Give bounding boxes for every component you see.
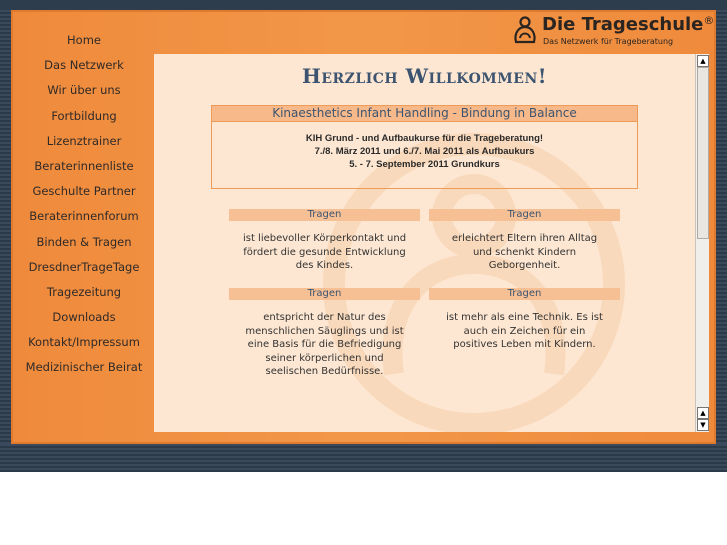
nav-item-beraterinnenliste[interactable]: Beraterinnenliste: [34, 158, 134, 173]
nav-item-beraterinnenforum[interactable]: Beraterinnenforum: [29, 209, 139, 224]
nav-item-downloads[interactable]: Downloads: [52, 310, 116, 325]
top-band: [0, 0, 727, 10]
nav-item-kontakt-impressum[interactable]: Kontakt/Impressum: [28, 335, 140, 350]
nav-item-tragezeitung[interactable]: Tragezeitung: [46, 284, 122, 299]
nav-item-das-netzwerk[interactable]: Das Netzwerk: [44, 58, 124, 73]
page-title: Herzlich Willkommen!: [301, 64, 548, 88]
scroll-up-button[interactable]: ▲: [697, 55, 709, 67]
brand-tagline: Das Netzwerk für Trageberatung: [543, 37, 674, 46]
right-edge: [716, 10, 727, 444]
carrier-logo-icon: [512, 16, 538, 44]
card-heading: Tragen: [229, 209, 420, 221]
nav-item-dresdner-trage-tage[interactable]: DresdnerTrageTage: [28, 259, 140, 274]
card-text: ist mehr als eine Technik. Es ist auch ein Zeichen für ein positives Leben mit Kindern.: [446, 312, 603, 351]
kih-heading: Kinaesthetics Infant Handling - Bindung in Balance: [212, 106, 637, 122]
scroll-down-button[interactable]: ▼: [697, 419, 709, 431]
nav-item-home[interactable]: Home: [67, 33, 101, 47]
left-edge: [0, 10, 11, 444]
kih-line: 5. - 7. September 2011 Grundkurs: [349, 159, 500, 170]
nav-item-binden-tragen[interactable]: Binden & Tragen: [36, 234, 132, 249]
scroll-up-button-lower[interactable]: ▲: [697, 407, 709, 419]
main-navigation: [14, 28, 154, 381]
card-heading: Tragen: [229, 288, 420, 300]
content-area: [154, 54, 695, 432]
nav-item-wir-ueber-uns[interactable]: Wir über uns: [47, 83, 121, 98]
content-scrollbar[interactable]: [695, 54, 709, 432]
kih-line: 7./8. März 2011 und 6./7. Mai 2011 als Aufbaukurs: [314, 146, 535, 157]
scroll-thumb[interactable]: [697, 67, 709, 239]
card-heading: Tragen: [429, 209, 620, 221]
bottom-band: [0, 444, 727, 472]
nav-item-medizinischer-beirat[interactable]: Medizinischer Beirat: [25, 360, 143, 375]
card-text: entspricht der Natur des menschlichen Säuglings und ist eine Basis für die Befriedigung seiner körperlichen und seelischen Bedürfnisse.: [245, 312, 404, 378]
nav-item-lizenztrainer[interactable]: Lizenztrainer: [46, 133, 122, 148]
nav-item-fortbildung[interactable]: Fortbildung: [51, 108, 117, 123]
kih-line: KIH Grund - und Aufbaukurse für die Trageberatung!: [305, 133, 544, 144]
card-text: ist liebevoller Körperkontakt und fördert die gesunde Entwicklung des Kindes.: [242, 233, 407, 272]
brand-name: Die Trageschule®: [542, 14, 715, 35]
kih-announcement: [211, 105, 638, 189]
card-heading: Tragen: [429, 288, 620, 300]
site-logo[interactable]: [512, 14, 715, 48]
card-text: erleichtert Eltern ihren Alltag und schenkt Kindern Geborgenheit.: [451, 233, 598, 272]
nav-item-geschulte-partner[interactable]: Geschulte Partner: [32, 184, 136, 199]
